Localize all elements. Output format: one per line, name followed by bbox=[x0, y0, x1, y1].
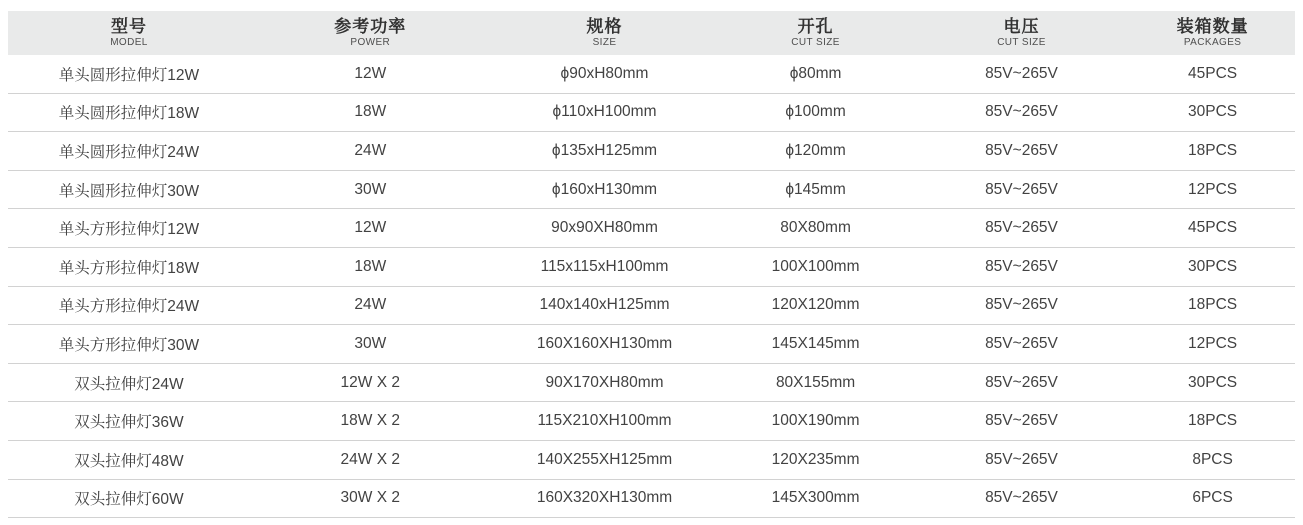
table-row bbox=[8, 402, 1295, 441]
table-row bbox=[8, 209, 1295, 248]
cell-cut-size: 145X300mm bbox=[771, 489, 860, 507]
cell-power: 30W X 2 bbox=[340, 489, 400, 507]
cell-power: 18W bbox=[354, 257, 387, 275]
table-body bbox=[8, 55, 1295, 518]
cell-model: 单头圆形拉伸灯12W bbox=[58, 66, 200, 84]
cell-cut-size: ϕ120mm bbox=[785, 141, 846, 159]
cell-size: 115X210XH100mm bbox=[537, 412, 672, 430]
cell-size: 90x90XH80mm bbox=[551, 219, 658, 237]
cell-packages: 6PCS bbox=[1192, 489, 1233, 507]
cell-voltage: 85V~265V bbox=[985, 219, 1058, 237]
cell-size: ϕ135xH125mm bbox=[551, 141, 658, 159]
cell-cut-size: 120X235mm bbox=[771, 450, 860, 468]
cell-packages: 30PCS bbox=[1188, 257, 1238, 275]
cell-cut-size: 80X80mm bbox=[780, 219, 851, 237]
cell-packages: 18PCS bbox=[1188, 141, 1238, 159]
cell-size: ϕ90xH80mm bbox=[560, 64, 649, 82]
table-row bbox=[8, 132, 1295, 171]
cell-cut-size: ϕ80mm bbox=[789, 64, 842, 82]
cell-packages: 18PCS bbox=[1188, 412, 1238, 430]
column-header-cut-size-zh: 开孔 bbox=[797, 16, 834, 36]
column-header-power-en: POWER bbox=[350, 36, 391, 48]
table-row bbox=[8, 325, 1295, 364]
cell-model: 双头拉伸灯36W bbox=[74, 414, 184, 432]
cell-packages: 18PCS bbox=[1188, 296, 1238, 314]
cell-packages: 30PCS bbox=[1188, 373, 1238, 391]
cell-voltage: 85V~265V bbox=[985, 489, 1058, 507]
cell-cut-size: 145X145mm bbox=[771, 334, 860, 352]
table-row bbox=[8, 287, 1295, 326]
column-header-voltage bbox=[913, 18, 1131, 48]
cell-model: 单头方形拉伸灯12W bbox=[58, 221, 200, 239]
column-header-size-en: SIZE bbox=[592, 36, 617, 48]
cell-model: 单头圆形拉伸灯30W bbox=[58, 182, 200, 200]
cell-model: 双头拉伸灯60W bbox=[74, 491, 184, 509]
cell-voltage: 85V~265V bbox=[985, 334, 1058, 352]
cell-voltage: 85V~265V bbox=[985, 257, 1058, 275]
cell-voltage: 85V~265V bbox=[985, 64, 1058, 82]
cell-voltage: 85V~265V bbox=[985, 103, 1058, 121]
cell-voltage: 85V~265V bbox=[985, 373, 1058, 391]
cell-size: 90X170XH80mm bbox=[545, 373, 664, 391]
cell-power: 18W X 2 bbox=[340, 412, 400, 430]
column-header-model bbox=[8, 18, 250, 48]
column-header-packages-en: PACKAGES bbox=[1183, 36, 1242, 48]
cell-model: 单头圆形拉伸灯18W bbox=[58, 105, 200, 123]
cell-voltage: 85V~265V bbox=[985, 141, 1058, 159]
cell-size: 160X320XH130mm bbox=[536, 489, 673, 507]
cell-cut-size: 100X100mm bbox=[771, 257, 860, 275]
cell-model: 双头拉伸灯48W bbox=[74, 452, 184, 470]
cell-size: ϕ110xH100mm bbox=[552, 103, 657, 121]
cell-voltage: 85V~265V bbox=[985, 296, 1058, 314]
table-row bbox=[8, 171, 1295, 210]
cell-cut-size: 100X190mm bbox=[771, 412, 860, 430]
column-header-model-en: MODEL bbox=[110, 36, 148, 48]
cell-model: 单头圆形拉伸灯24W bbox=[58, 143, 200, 161]
cell-power: 12W bbox=[354, 64, 387, 82]
cell-size: 140X255XH125mm bbox=[536, 450, 673, 468]
cell-packages: 12PCS bbox=[1188, 334, 1238, 352]
cell-model: 单头方形拉伸灯18W bbox=[58, 259, 200, 277]
cell-voltage: 85V~265V bbox=[985, 412, 1058, 430]
column-header-power bbox=[250, 18, 491, 48]
cell-packages: 45PCS bbox=[1188, 219, 1238, 237]
column-header-model-zh: 型号 bbox=[110, 16, 147, 36]
column-header-voltage-zh: 电压 bbox=[1003, 16, 1040, 36]
cell-packages: 30PCS bbox=[1188, 103, 1238, 121]
table-row bbox=[8, 364, 1295, 403]
cell-power: 30W bbox=[354, 334, 387, 352]
cell-model: 双头拉伸灯24W bbox=[74, 375, 184, 393]
column-header-size bbox=[491, 18, 719, 48]
product-spec-table bbox=[8, 11, 1295, 518]
cell-power: 18W bbox=[354, 103, 387, 121]
cell-packages: 45PCS bbox=[1188, 64, 1238, 82]
cell-cut-size: 80X155mm bbox=[775, 373, 856, 391]
cell-cut-size: ϕ145mm bbox=[785, 180, 846, 198]
cell-packages: 8PCS bbox=[1192, 450, 1233, 468]
cell-power: 24W bbox=[354, 296, 387, 314]
column-header-power-zh: 参考功率 bbox=[334, 16, 407, 36]
column-header-cut-size bbox=[718, 18, 912, 48]
cell-power: 12W bbox=[354, 219, 387, 237]
column-header-packages bbox=[1130, 18, 1295, 48]
table-row bbox=[8, 248, 1295, 287]
column-header-packages-zh: 装箱数量 bbox=[1176, 16, 1249, 36]
cell-power: 12W X 2 bbox=[340, 373, 400, 391]
cell-cut-size: ϕ100mm bbox=[785, 103, 846, 121]
cell-packages: 12PCS bbox=[1188, 180, 1238, 198]
cell-cut-size: 120X120mm bbox=[771, 296, 860, 314]
column-header-size-zh: 规格 bbox=[586, 16, 623, 36]
cell-power: 24W X 2 bbox=[340, 450, 400, 468]
cell-size: 115x115xH100mm bbox=[540, 257, 669, 275]
cell-power: 30W bbox=[354, 180, 387, 198]
cell-model: 单头方形拉伸灯24W bbox=[58, 298, 200, 316]
table-row bbox=[8, 55, 1295, 94]
cell-size: ϕ160xH130mm bbox=[551, 180, 658, 198]
column-header-cut-size-en: CUT SIZE bbox=[791, 36, 840, 48]
table-row bbox=[8, 441, 1295, 480]
cell-power: 24W bbox=[354, 141, 387, 159]
cell-size: 140x140xH125mm bbox=[539, 296, 670, 314]
cell-size: 160X160XH130mm bbox=[536, 334, 673, 352]
table-header-row bbox=[8, 11, 1295, 55]
table-row bbox=[8, 94, 1295, 133]
cell-model: 单头方形拉伸灯30W bbox=[58, 336, 200, 354]
table-row bbox=[8, 480, 1295, 519]
cell-voltage: 85V~265V bbox=[985, 180, 1058, 198]
cell-voltage: 85V~265V bbox=[985, 450, 1058, 468]
column-header-voltage-en: CUT SIZE bbox=[997, 36, 1046, 48]
